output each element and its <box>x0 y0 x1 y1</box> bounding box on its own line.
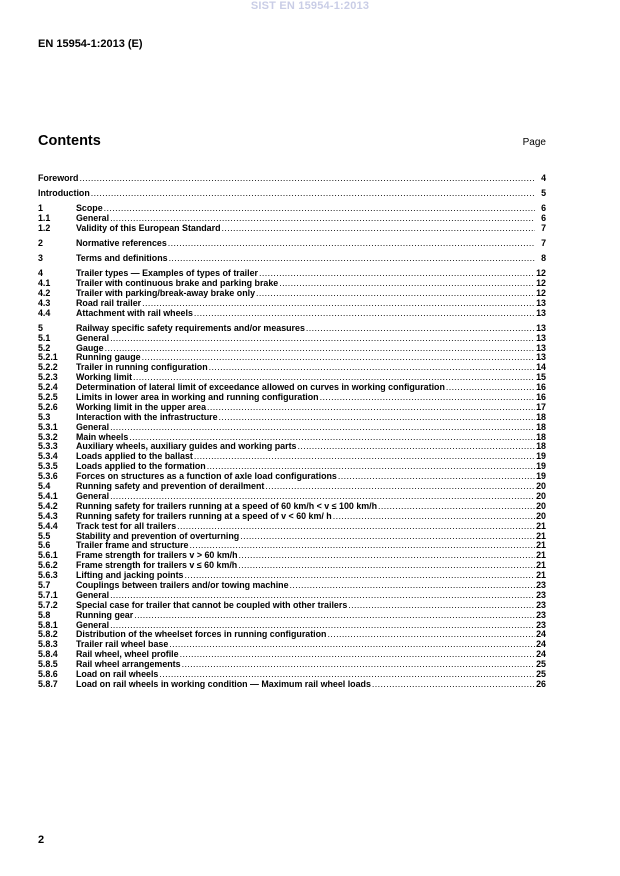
toc-entry-number: 5.3.2 <box>38 431 58 442</box>
toc-entry-page: 4 <box>541 172 546 183</box>
toc-entry-title: Determination of lateral limit of exceedance allowed on curves in working configuration <box>76 382 445 393</box>
toc-entry-title: Auxiliary wheels, auxiliary guides and working parts <box>76 441 297 452</box>
toc-entry-page: 15 <box>536 372 546 383</box>
toc-entry-page: 5 <box>541 188 546 199</box>
toc-entry-page: 18 <box>536 431 546 442</box>
toc-leader-dots <box>194 452 535 462</box>
toc-leader-dots <box>240 532 535 542</box>
toc-entry-number: 5.8.6 <box>38 668 58 679</box>
toc-leader-dots <box>79 174 535 184</box>
toc-entry-page: 20 <box>536 510 546 521</box>
toc-entry-number: 5.4.3 <box>38 510 58 521</box>
toc-entry-page: 13 <box>536 297 546 308</box>
toc-entry-page: 25 <box>536 659 546 670</box>
toc-entry[interactable] <box>38 413 546 423</box>
watermark: SIST EN 15954-1:2013 <box>250 0 370 12</box>
toc-entry-title: Trailer with continuous brake and parking brake <box>76 278 279 289</box>
toc-entry-title: Main wheels <box>76 431 129 442</box>
toc-entry-number: 5.6.1 <box>38 550 58 561</box>
toc-entry-title: Special case for trailer that cannot be coupled with other trailers <box>76 599 348 610</box>
toc-entry-page: 21 <box>536 550 546 561</box>
toc-entry-number: 3 <box>38 253 43 264</box>
toc-entry-page: 21 <box>536 560 546 571</box>
toc-entry-number: 4.4 <box>38 307 51 318</box>
toc-entry[interactable] <box>38 254 546 264</box>
toc-leader-dots <box>104 204 535 214</box>
toc-leader-dots <box>168 239 535 249</box>
toc-entry-number: 5.8.4 <box>38 649 58 660</box>
toc-leader-dots <box>333 512 535 522</box>
toc-entry-page: 24 <box>536 639 546 650</box>
toc-entry[interactable] <box>38 309 546 319</box>
toc-leader-dots <box>189 541 535 551</box>
toc-leader-dots <box>169 640 535 650</box>
toc-entry-number: 5.2 <box>38 342 51 353</box>
toc-entry-page: 19 <box>536 461 546 472</box>
toc-entry-page: 13 <box>536 322 546 333</box>
toc-entry-title: Loads applied to the ballast <box>76 451 193 462</box>
toc-entry-title: Scope <box>76 203 103 214</box>
toc-entry-page: 8 <box>541 253 546 264</box>
toc-entry-title: Load on rail wheels <box>76 668 159 679</box>
toc-leader-dots <box>194 309 535 319</box>
toc-entry[interactable] <box>38 581 546 591</box>
toc-entry-number: 5.4.1 <box>38 490 58 501</box>
toc-entry-title: Load on rail wheels in working condition — Maximum rail wheel loads <box>76 678 371 689</box>
toc-entry-number: 5.3 <box>38 411 51 422</box>
toc-leader-dots <box>290 581 535 591</box>
toc-entry-page: 21 <box>536 520 546 531</box>
toc-entry-number: 5.4 <box>38 481 51 492</box>
toc-entry-page: 7 <box>541 222 546 233</box>
toc-entry-number: 5 <box>38 322 43 333</box>
toc-entry-number: 1.2 <box>38 222 51 233</box>
toc-entry-title: Forces on structures as a function of axle load configurations <box>76 471 337 482</box>
toc-entry-page: 21 <box>536 530 546 541</box>
toc-entry-page: 14 <box>536 362 546 373</box>
toc-entry-number: 5.6.2 <box>38 560 58 571</box>
toc-entry-number: 5.8.2 <box>38 629 58 640</box>
toc-entry-page: 21 <box>536 540 546 551</box>
toc-entry-page: 12 <box>536 278 546 289</box>
toc-entry-page: 23 <box>536 609 546 620</box>
toc-entry-page: 25 <box>536 668 546 679</box>
toc-entry-title: Running safety and prevention of derailment <box>76 481 265 492</box>
toc-entry-page: 13 <box>536 342 546 353</box>
toc-entry-number: 5.6 <box>38 540 51 551</box>
toc-entry-page: 12 <box>536 287 546 298</box>
toc-leader-dots <box>256 289 535 299</box>
toc-entry-page: 19 <box>536 471 546 482</box>
toc-entry-number: 5.4.2 <box>38 500 58 511</box>
toc-entry-number: 4 <box>38 268 43 279</box>
toc-entry-title: Running gauge <box>76 352 141 363</box>
toc-leader-dots <box>110 334 535 344</box>
toc-entry-number: 5.8.1 <box>38 619 58 630</box>
toc-entry-title: Gauge <box>76 342 104 353</box>
toc-entry-number: 1.1 <box>38 213 51 224</box>
toc-entry-title: Running safety for trailers running at a speed of v < 60 km/ h <box>76 510 332 521</box>
toc-entry-number: 4.1 <box>38 278 51 289</box>
toc-entry-page: 17 <box>536 401 546 412</box>
toc-entry-number: 5.8.5 <box>38 659 58 670</box>
toc-leader-dots <box>265 482 535 492</box>
toc-entry-page: 20 <box>536 481 546 492</box>
toc-entry-page: 19 <box>536 451 546 462</box>
toc-entry-title: Trailer types — Examples of types of trailer <box>76 268 259 279</box>
toc-entry-page: 20 <box>536 490 546 501</box>
toc-entry[interactable] <box>38 611 546 621</box>
toc-entry-title: Lifting and jacking points <box>76 570 184 581</box>
toc-entry-title: Trailer in running configuration <box>76 362 208 373</box>
toc-entry-number: 5.2.1 <box>38 352 58 363</box>
toc-entry-page: 6 <box>541 203 546 214</box>
toc-entry-title: Stability and prevention of overturning <box>76 530 240 541</box>
toc-leader-dots <box>222 224 536 234</box>
toc-entry-number: 5.2.6 <box>38 401 58 412</box>
toc-entry-title: Frame strength for trailers v ≤ 60 km/h <box>76 560 238 571</box>
toc-leader-dots <box>372 680 535 690</box>
toc-entry-title: Trailer frame and structure <box>76 540 189 551</box>
toc-entry-page: 24 <box>536 649 546 660</box>
toc-entry-number: 5.3.4 <box>38 451 58 462</box>
toc-entry-number: 5.8.3 <box>38 639 58 650</box>
toc-leader-dots <box>259 269 535 279</box>
toc-entry-title: Trailer rail wheel base <box>76 639 169 650</box>
toc-leader-dots <box>327 630 535 640</box>
toc-entry-title: Couplings between trailers and/or towing machine <box>76 579 289 590</box>
toc-entry-title: Loads applied to the formation <box>76 461 206 472</box>
toc-leader-dots <box>209 363 535 373</box>
toc-entry-number: 5.3.5 <box>38 461 58 472</box>
toc-entry-title: Limits in lower area in working and running configuration <box>76 392 319 403</box>
toc-leader-dots <box>279 279 535 289</box>
toc-entry-page: 23 <box>536 589 546 600</box>
toc-entry-number: 2 <box>38 238 43 248</box>
toc-entry-title: General <box>76 421 110 432</box>
toc-entry-number: 5.5 <box>38 530 51 541</box>
toc-leader-dots <box>169 254 535 264</box>
toc-entry-number: 1 <box>38 203 43 214</box>
toc-entry-title: Track test for all trailers <box>76 520 177 531</box>
toc-entry-page: 13 <box>536 332 546 343</box>
toc-leader-dots <box>348 601 535 611</box>
toc-entry-page: 26 <box>536 678 546 689</box>
toc-entry[interactable] <box>38 204 546 214</box>
toc-entry-title: Terms and definitions <box>76 253 168 264</box>
toc-entry-page: 18 <box>536 411 546 422</box>
toc-entry-title: Railway specific safety requirements and/or measures <box>76 322 305 333</box>
toc-entry-title: Introduction <box>38 188 90 199</box>
toc-entry[interactable] <box>38 680 546 690</box>
toc-entry-page: 23 <box>536 599 546 610</box>
toc-entry-page: 13 <box>536 352 546 363</box>
toc-leader-dots <box>91 189 535 199</box>
toc-entry-title: General <box>76 213 110 224</box>
toc-entry-number: 5.3.6 <box>38 471 58 482</box>
page-number: 2 <box>38 834 45 846</box>
toc-entry[interactable] <box>38 174 546 184</box>
toc-entry-number: 5.4.4 <box>38 520 58 531</box>
toc-entry-number: 5.8.7 <box>38 678 58 689</box>
toc-entry-number: 5.7.2 <box>38 599 58 610</box>
toc-leader-dots <box>207 403 535 413</box>
toc-leader-dots <box>110 423 535 433</box>
toc-leader-dots <box>142 299 535 309</box>
toc-leader-dots <box>297 442 535 452</box>
toc-leader-dots <box>320 393 535 403</box>
document-id: EN 15954-1:2013 (E) <box>38 38 143 50</box>
toc-entry-title: Normative references <box>76 238 167 248</box>
toc-entry-title: Validity of this European Standard <box>76 222 221 233</box>
toc-entry-page: 20 <box>536 500 546 511</box>
page-column-label: Page <box>522 137 546 148</box>
toc-entry[interactable] <box>38 324 546 334</box>
toc-entry-page: 6 <box>541 213 546 224</box>
toc-entry-title: Working limit in the upper area <box>76 401 207 412</box>
toc-entry-page: 21 <box>536 570 546 581</box>
toc-entry[interactable] <box>38 482 546 492</box>
toc-entry-number: 4.3 <box>38 297 51 308</box>
toc-leader-dots <box>306 324 535 334</box>
toc-leader-dots <box>446 383 535 393</box>
toc-leader-dots <box>378 502 535 512</box>
toc-entry[interactable] <box>38 334 546 344</box>
toc-entry-title: Running safety for trailers running at a speed of 60 km/h < v ≤ 100 km/h <box>76 500 378 511</box>
toc-entry-page: 12 <box>536 268 546 279</box>
toc-entry-title: General <box>76 589 110 600</box>
toc-entry-title: Working limit <box>76 372 133 383</box>
toc-entry-title: Attachment with rail wheels <box>76 307 193 318</box>
toc-entry-title: Rail wheel arrangements <box>76 659 181 670</box>
toc-entry-number: 5.8 <box>38 609 51 620</box>
toc-entry-number: 5.6.3 <box>38 570 58 581</box>
toc-entry-title: Distribution of the wheelset forces in running configuration <box>76 629 327 640</box>
toc-entry-number: 5.2.5 <box>38 392 58 403</box>
toc-entry-page: 18 <box>536 421 546 432</box>
toc-entry-page: 13 <box>536 307 546 318</box>
toc-entry-number: 4.2 <box>38 287 51 298</box>
toc-entry-number: 5.3.1 <box>38 421 58 432</box>
toc-entry-page: 23 <box>536 579 546 590</box>
toc-entry-page: 24 <box>536 629 546 640</box>
toc-entry-number: 5.7 <box>38 579 51 590</box>
toc-entry-number: 5.7.1 <box>38 589 58 600</box>
toc-entry-title: General <box>76 490 110 501</box>
toc-entry[interactable] <box>38 239 546 249</box>
toc-entry-number: 5.2.3 <box>38 372 58 383</box>
toc-entry-page: 16 <box>536 382 546 393</box>
toc-entry-title: Road rail trailer <box>76 297 142 308</box>
toc-entry[interactable] <box>38 224 546 234</box>
toc-leader-dots <box>134 611 535 621</box>
toc-leader-dots <box>238 561 535 571</box>
toc-entry-number: 5.3.3 <box>38 441 58 452</box>
toc-entry-title: Interaction with the infrastructure <box>76 411 218 422</box>
toc-entry-title: General <box>76 619 110 630</box>
toc-leader-dots <box>182 660 535 670</box>
toc-entry-title: Frame strength for trailers v > 60 km/h <box>76 550 238 561</box>
toc-leader-dots <box>219 413 535 423</box>
table-of-contents <box>38 174 546 690</box>
toc-entry-page: 18 <box>536 441 546 452</box>
toc-leader-dots <box>180 650 535 660</box>
toc-entry-page: 7 <box>541 238 546 248</box>
toc-entry-title: Running gear <box>76 609 134 620</box>
toc-entry-number: 5.2.2 <box>38 362 58 373</box>
toc-leader-dots <box>239 551 535 561</box>
toc-entry-title: Foreword <box>38 172 79 183</box>
toc-entry[interactable] <box>38 189 546 199</box>
toc-entry-page: 16 <box>536 392 546 403</box>
toc-entry-title: Trailer with parking/break-away brake only <box>76 287 256 298</box>
toc-entry-page: 23 <box>536 619 546 630</box>
toc-leader-dots <box>105 344 535 354</box>
toc-entry-number: 5.2.4 <box>38 382 58 393</box>
toc-entry-title: General <box>76 332 110 343</box>
contents-heading: Contents <box>38 133 101 149</box>
toc-entry-title: Rail wheel, wheel profile <box>76 649 179 660</box>
toc-leader-dots <box>338 472 535 482</box>
toc-entry-number: 5.1 <box>38 332 51 343</box>
